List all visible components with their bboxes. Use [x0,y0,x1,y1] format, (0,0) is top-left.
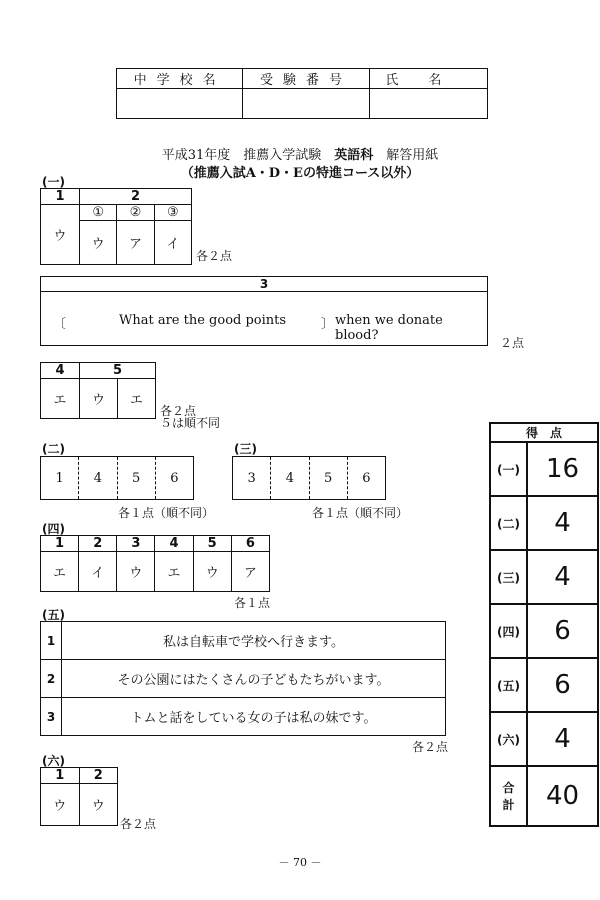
section-2-note: 各１点（順不同） [118,506,215,520]
q5-order-note: ５は順不同 [160,416,221,430]
section-4-answer: エ [155,552,193,592]
q3-bracket-open: 〔 [53,317,67,332]
score-value: 4 [527,496,598,550]
section-6-answer: ウ [79,784,118,826]
score-value: 6 [527,604,598,658]
score-label: (三) [490,550,527,604]
section-3-label: (三) [234,442,257,456]
section-5-table [40,621,446,736]
section-6-table [40,767,118,826]
section-4-header: 2 [79,536,117,552]
section-2-answer: 5 [117,457,155,499]
score-value: 16 [527,442,598,496]
page-subtitle: （推薦入試A・D・Eの特進コース以外） [180,166,420,181]
section-4-answer: ア [231,552,269,592]
section-4-header: 6 [231,536,269,552]
q5-answer: エ [118,379,156,419]
section-1-label: (一) [42,175,65,189]
section-6-header: 2 [79,768,118,784]
section-6-label: (六) [42,754,65,768]
q3-bracket-close: 〕 [321,317,335,332]
section-4-note: 各１点 [234,596,271,610]
score-total-value: 40 [527,766,598,826]
section-2-answer: 4 [78,457,116,499]
section-4-answer: ウ [117,552,155,592]
section-3-answer: 5 [309,457,347,499]
score-label: (五) [490,658,527,712]
q4-q5-note: 各２点 [160,404,197,418]
section-1-q2-note: 各２点 [196,249,233,263]
title-suffix: 解答用紙 [386,148,439,163]
section-5-row-number: 1 [41,622,62,660]
q3-answer: What are the good points [119,313,287,328]
q2-sub-label: ③ [154,205,191,221]
q3-sentence-tail: when we donate blood? [335,313,443,343]
section-3-answer-box [232,456,386,500]
q2-header: 2 [80,189,192,205]
q3-note: ２点 [500,336,525,350]
score-value: 4 [527,550,598,604]
q1-header: 1 [41,189,80,205]
section-3-note: 各１点（順不同） [312,506,409,520]
total-label-char: 計 [502,798,515,812]
section-3-answer: 4 [270,457,308,499]
total-label-char: 合 [502,781,515,795]
section-2-answer: 1 [55,470,64,486]
q2-sub-label: ① [80,205,117,221]
section-5-note: 各２点 [412,740,449,754]
score-value: 6 [527,658,598,712]
section-4-answer: イ [79,552,117,592]
section-3-answer: 3 [247,470,256,486]
section-5-row-number: 2 [41,660,62,698]
section-4-header: 3 [117,536,155,552]
applicant-info-table [116,68,488,119]
q2-answer: ア [117,221,154,265]
score-table [489,422,599,827]
section-2-answer-box [40,456,194,500]
q4-q5-table [40,362,156,419]
page-number: － 70 － [278,856,322,869]
section-5-answer: 私は自転車で学校へ行きます。 [62,622,446,660]
section-1-q1-q2-table [40,188,192,265]
section-3-answer: 6 [347,457,385,499]
section-4-header: 4 [155,536,193,552]
section-4-answer: ウ [193,552,231,592]
section-5-label: (五) [42,608,65,622]
section-6-note: 各２点 [120,817,157,831]
q1-answer: ウ [41,205,80,265]
section-5-answer: その公園にはたくさんの子どもたちがいます。 [62,660,446,698]
section-4-header: 1 [41,536,79,552]
section-4-table [40,535,270,592]
section-5-row-number: 3 [41,698,62,736]
score-total-label [490,766,527,826]
q4-header: 4 [41,363,80,379]
title-prefix: 平成31年度 推薦入学試験 [161,148,322,163]
q3-header: 3 [41,277,487,292]
section-6-header: 1 [41,768,80,784]
score-value: 4 [527,712,598,766]
section-2-label: (二) [42,442,65,456]
score-label: (一) [490,442,527,496]
q3-box [40,276,488,346]
section-5-answer: トムと話をしている女の子は私の妹です。 [62,698,446,736]
page-title [0,144,600,163]
score-label: (六) [490,712,527,766]
section-2-answer: 6 [155,457,193,499]
q4-answer: エ [41,379,80,419]
section-6-answer: ウ [41,784,80,826]
q2-answer: イ [154,221,191,265]
school-name-field[interactable] [117,89,243,119]
score-header: 得 点 [490,423,598,442]
title-subject: 英語科 [334,148,374,163]
q2-answer: ウ [80,221,117,265]
section-4-label: (四) [42,522,65,536]
school-name-label: 中学校名 [117,69,243,89]
score-label: (四) [490,604,527,658]
section-4-answer: エ [41,552,79,592]
exam-number-field[interactable] [243,89,369,119]
q5-answer: ウ [80,379,118,419]
score-label: (二) [490,496,527,550]
exam-number-label: 受験番号 [243,69,369,89]
q2-sub-label: ② [117,205,154,221]
section-4-header: 5 [193,536,231,552]
q5-header: 5 [80,363,156,379]
student-name-field[interactable] [369,89,487,119]
student-name-label: 氏名 [369,69,487,89]
